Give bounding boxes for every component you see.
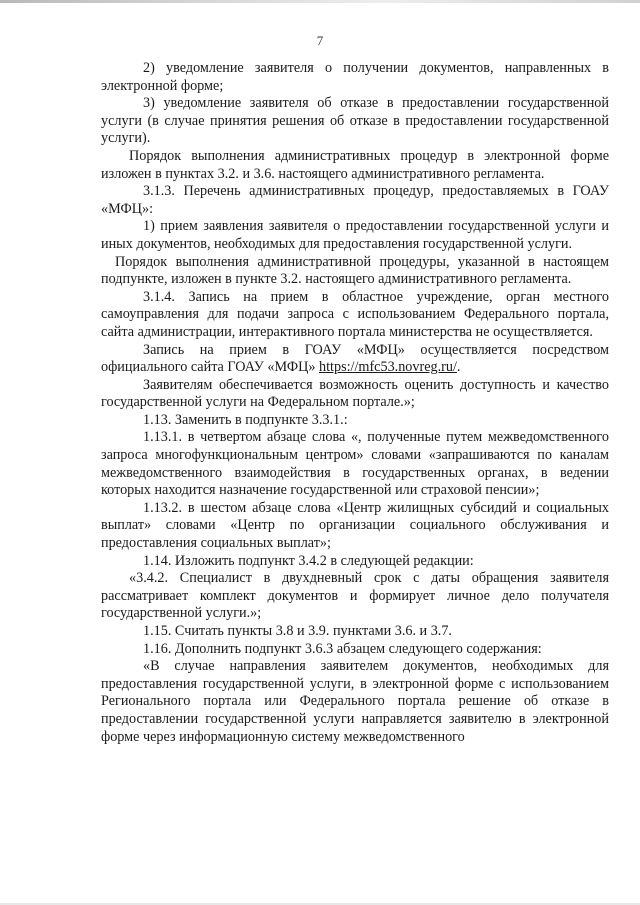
paragraph: 1.13. Заменить в подпункте 3.3.1.:	[143, 411, 348, 428]
paragraph: Порядок выполнения административной процедуры, указанной в настоящем подпункте, изложен в пункте 3.2. настоящего административного регламента.	[101, 253, 609, 288]
paragraph-text: .	[456, 359, 461, 376]
paragraph: 2) уведомление заявителя о получении документов, направленных в электронной форме;	[101, 60, 609, 94]
paragraph: Порядок выполнения административных процедур в электронной форме изложен в пунктах 3.2. и 3.6. настоящего административного регламента.	[101, 147, 609, 182]
mfc-website-link[interactable]: https://mfc53.novreg.ru/	[319, 359, 457, 376]
paragraph-text: Запись на прием в ГОАУ «МФЦ» осуществляется посредством официального сайта ГОАУ «МФЦ»	[101, 341, 609, 376]
scan-top-edge	[0, 0, 640, 3]
paragraph: Заявителям обеспечивается возможность оценить доступность и качество государственной услуги на Федеральном портале.»;	[101, 376, 609, 411]
paragraph: «В случае направления заявителем документов, необходимых для предоставления государственной услуги, в электронной форме с использованием Регионального портала или Федерального портала решение об отказе в предоставлении государственной услуги направляется заявителю в электронной форме через информационную систему межведомственного	[101, 658, 609, 745]
paragraph: «3.4.2. Специалист в двухдневный срок с даты обращения заявителя рассматривает комплект документов и формирует личное дело получателя государственной услуги.»;	[101, 570, 609, 622]
paragraph	[101, 342, 609, 377]
paragraph: 3) уведомление заявителя об отказе в предоставлении государственной услуги (в случае принятия решения об отказе в предоставлении государственной услуги).	[101, 95, 609, 147]
paragraph: 1.15. Считать пункты 3.8 и 3.9. пунктами 3.6. и 3.7.	[143, 623, 452, 639]
paragraph: 1.16. Дополнить подпункт 3.6.3 абзацем следующего содержания:	[143, 640, 542, 657]
page-number: 7	[316, 33, 324, 48]
paragraph: 3.1.4. Запись на прием в областное учреждение, орган местного самоуправления для подачи запроса с использованием Федерального портала, сайта администрации, интерактивного портала министерства не осуществляется.	[101, 288, 609, 340]
document-body	[101, 60, 609, 746]
paragraph: 1) прием заявления заявителя о предоставлении государственной услуги и иных документов, необходимых для предоставления государственной услуги.	[101, 218, 609, 252]
paragraph: 1.13.2. в шестом абзаце слова «Центр жилищных субсидий и социальных выплат» словами «Центр по организации социального обслуживания и предоставления социальных выплат»;	[101, 499, 609, 552]
paragraph: 3.1.3. Перечень административных процедур, предоставляемых в ГОАУ «МФЦ»:	[101, 183, 609, 217]
paragraph: 1.14. Изложить подпункт 3.4.2 в следующей редакции:	[143, 552, 474, 569]
paragraph: 1.13.1. в четвертом абзаце слова «, полученные путем межведомственного запроса многофункциональным центром» словами «запрашиваются по каналам межведомственного взаимодействия в государственных органах, в ведении которых находится назначение государственной или страховой пенсии»;	[101, 429, 609, 499]
